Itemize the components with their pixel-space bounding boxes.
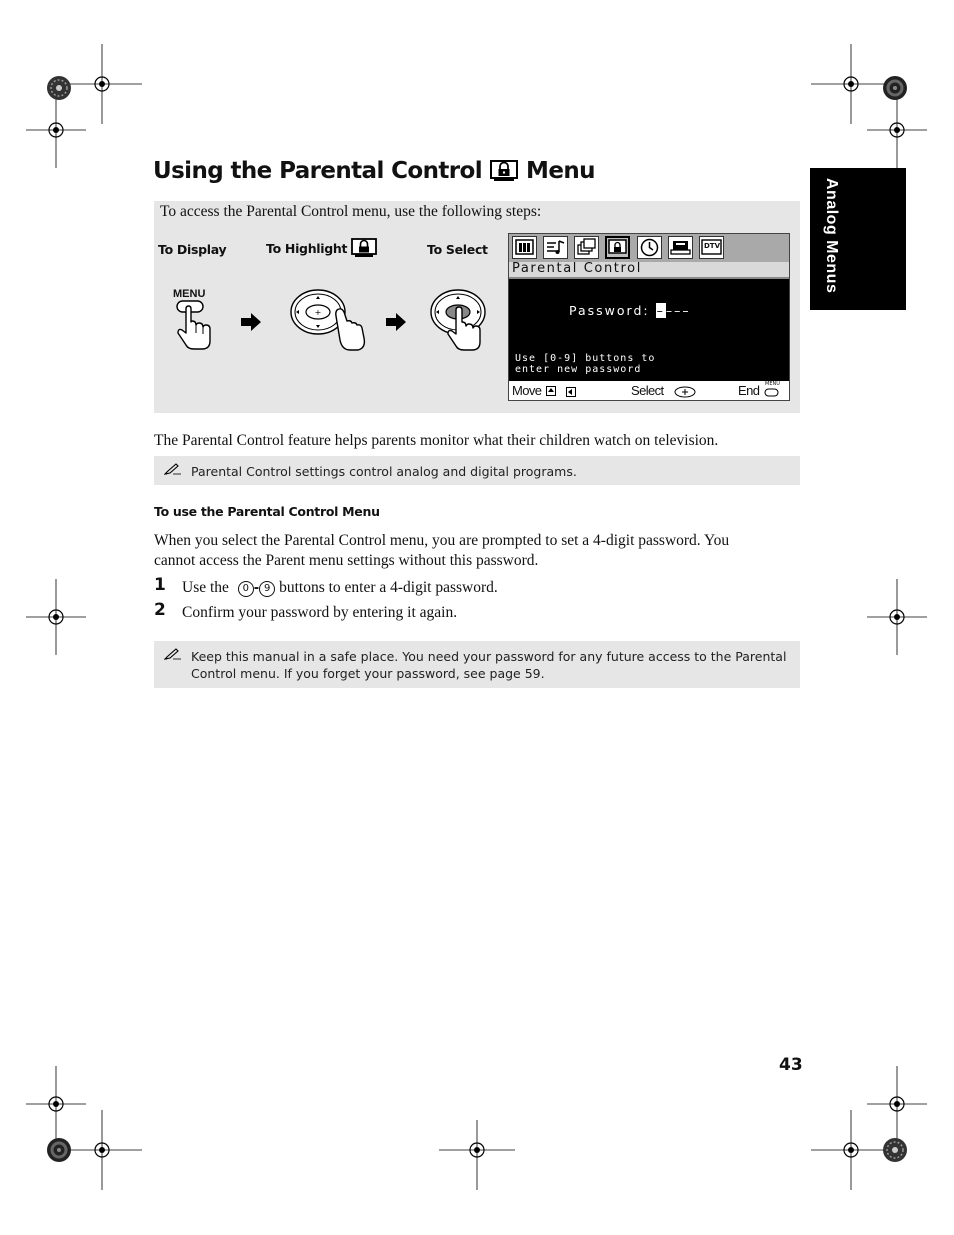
tv-menu-help-line: Use [0-9] buttons to xyxy=(515,353,656,364)
password-field[interactable] xyxy=(569,303,691,318)
pressing-hand-icon xyxy=(172,299,218,351)
page-title-suffix: Menu xyxy=(526,158,595,184)
tv-menu-body xyxy=(509,279,789,381)
footer-move-label: Move xyxy=(512,383,542,398)
setup-menu-icon xyxy=(668,236,693,259)
step-number: 1 xyxy=(154,575,166,595)
print-target-mark xyxy=(882,75,908,101)
to-highlight-label xyxy=(266,238,377,259)
instruction-paragraph-line: cannot access the Parent menu settings without this password. xyxy=(154,551,539,569)
instruction-paragraph xyxy=(154,531,729,570)
to-display-label: To Display xyxy=(158,242,227,257)
note-pencil-icon xyxy=(164,462,182,476)
arrow-right-icon xyxy=(240,312,262,332)
audio-menu-icon xyxy=(543,236,568,259)
dtv-menu-icon-label: DTV xyxy=(704,242,721,250)
tv-menu-heading-bar xyxy=(509,262,789,277)
arrow-right-icon xyxy=(385,312,407,332)
nine-button-icon: 9 xyxy=(259,581,275,597)
page-number: 43 xyxy=(779,1055,803,1075)
instruction-paragraph-line: When you select the Parental Control menu, you are prompted to set a 4-digit password. You xyxy=(154,532,730,549)
tv-menu-icon-bar xyxy=(509,234,789,262)
steps-intro: To access the Parental Control menu, use the following steps: xyxy=(160,203,542,220)
to-highlight-text: To Highlight xyxy=(266,241,348,256)
zero-button-icon: 0 xyxy=(238,581,254,597)
select-button-icon xyxy=(674,386,696,398)
print-target-mark xyxy=(46,1137,72,1163)
menu-button-illustration xyxy=(172,287,218,353)
svg-text:+: + xyxy=(314,308,322,317)
intro-paragraph: The Parental Control feature helps parents monitor what their children watch on television. xyxy=(154,432,719,449)
section-side-tab xyxy=(810,168,906,310)
section-side-tab-label: Analog Menus xyxy=(823,178,840,294)
lock-tv-icon xyxy=(351,238,377,259)
note-text: Parental Control settings control analog and digital programs. xyxy=(191,464,577,479)
page-title-prefix: Using the Parental Control xyxy=(153,158,483,184)
move-arrows-icon xyxy=(546,386,580,398)
section-subheading: To use the Parental Control Menu xyxy=(154,504,380,519)
note-text xyxy=(191,648,786,682)
tv-menu-heading: Parental Control xyxy=(512,261,642,276)
password-label: Password: xyxy=(569,303,650,318)
footer-select-label: Select xyxy=(631,383,664,398)
note-pencil-icon xyxy=(164,647,182,661)
joystick-move-illustration xyxy=(290,288,370,354)
screen-menu-icon xyxy=(574,236,599,259)
password-cursor: – xyxy=(656,303,665,318)
timer-menu-icon xyxy=(637,236,662,259)
tv-menu-screen xyxy=(508,233,790,401)
note-text-line: Keep this manual in a safe place. You need your password for any future access to the Parental xyxy=(191,649,787,664)
step-1-post: buttons to enter a 4-digit password. xyxy=(279,579,498,596)
tv-menu-help-line: enter new password xyxy=(515,364,642,375)
step-1-text xyxy=(182,578,498,599)
menu-button-icon xyxy=(764,388,780,398)
step-number: 2 xyxy=(154,600,166,620)
dtv-menu-icon xyxy=(699,236,724,259)
tv-menu-footer xyxy=(509,382,789,400)
to-select-label: To Select xyxy=(427,242,488,257)
footer-end-label: End xyxy=(738,383,760,398)
note-text-line: Control menu. If you forget your password, see page 59. xyxy=(191,666,545,681)
video-menu-icon xyxy=(512,236,537,259)
parental-lock-menu-icon xyxy=(605,236,630,259)
step-2-text: Confirm your password by entering it again. xyxy=(182,604,458,621)
tv-menu-help xyxy=(515,353,655,375)
menu-button-label: MENU xyxy=(173,288,206,300)
joystick-select-illustration xyxy=(430,288,500,354)
step-1-pre: Use the xyxy=(182,579,229,596)
footer-end-menu-label: MENU xyxy=(765,381,780,387)
print-target-mark xyxy=(882,1137,908,1163)
password-placeholder: ––– xyxy=(665,303,691,318)
key-range-dash: - xyxy=(253,581,260,596)
print-target-mark xyxy=(46,75,72,101)
page-title xyxy=(153,158,595,184)
lock-tv-icon xyxy=(490,160,518,182)
